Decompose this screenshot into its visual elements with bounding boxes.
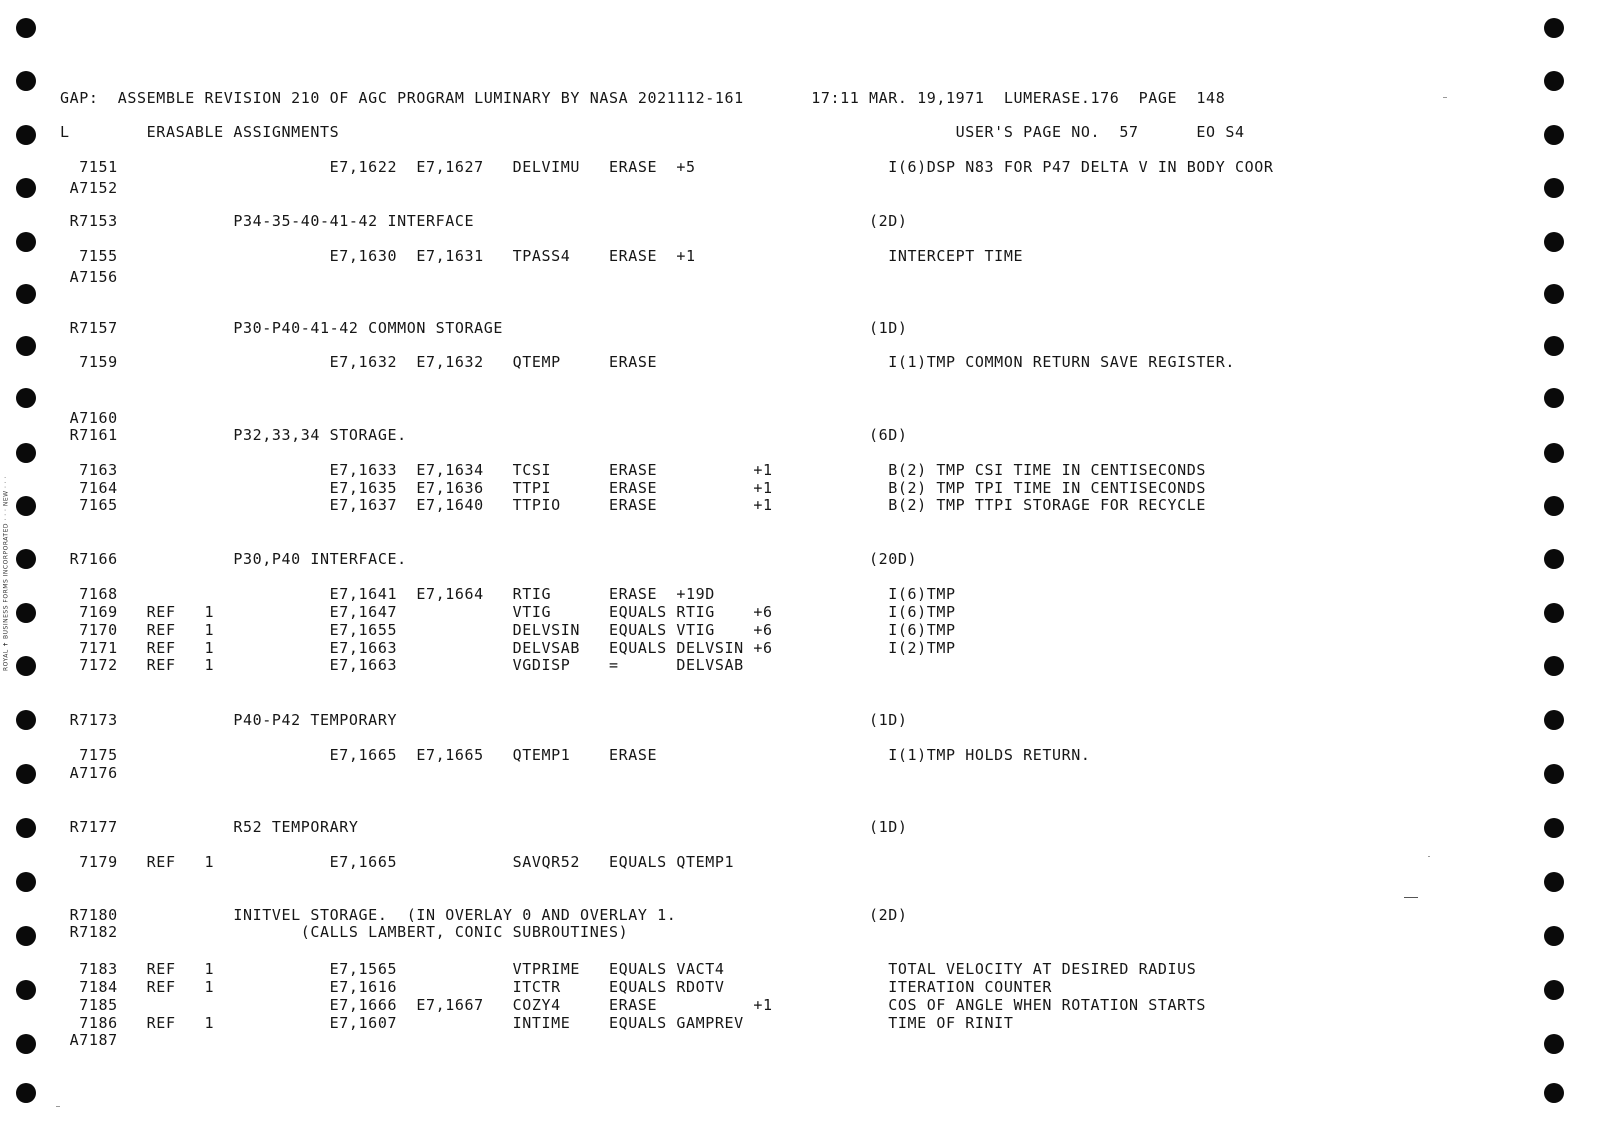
feed-hole [16,980,36,1000]
listing-line: R7166 P30,P40 INTERFACE. (20D) [60,550,918,568]
feed-hole [16,178,36,198]
header-line-1: GAP: ASSEMBLE REVISION 210 OF AGC PROGRAM LUMINARY BY NASA 2021112-161 17:11 MAR. 19,1971 LUMERASE.176 PAGE 148 [60,89,1226,107]
feed-hole [1544,926,1564,946]
paper-speck [1428,856,1430,857]
listing-line: A7152 [60,179,118,197]
feed-hole [1544,232,1564,252]
feed-hole [1544,284,1564,304]
listing-line: A7176 [60,764,118,782]
feed-hole [16,549,36,569]
feed-hole [1544,603,1564,623]
listing-line: R7161 P32,33,34 STORAGE. (6D) [60,426,908,444]
margin-imprint-text: ROYAL ✝ BUSINESS FORMS INCORPORATED · · · NEW · · · [2,476,10,672]
listing-line: 7165 E7,1637 E7,1640 TTPIO ERASE +1 B(2) TMP TTPI STORAGE FOR RECYCLE [60,496,1207,514]
listing-line: 7184 REF 1 E7,1616 ITCTR EQUALS RDOTV ITERATION COUNTER [60,978,1052,996]
feed-hole [1544,443,1564,463]
feed-hole [16,872,36,892]
feed-hole [16,656,36,676]
listing-line: R7180 INITVEL STORAGE. (IN OVERLAY 0 AND OVERLAY 1. (2D) [60,906,908,924]
listing-line: 7169 REF 1 E7,1647 VTIG EQUALS RTIG +6 I(6)TMP [60,603,956,621]
listing-line: 7186 REF 1 E7,1607 INTIME EQUALS GAMPREV TIME OF RINIT [60,1014,1014,1032]
listing-line: 7155 E7,1630 E7,1631 TPASS4 ERASE +1 INTERCEPT TIME [60,247,1024,265]
paper-speck [56,1106,60,1107]
listing-line: 7151 E7,1622 E7,1627 DELVIMU ERASE +5 I(6)DSP N83 FOR P47 DELTA V IN BODY COOR [60,158,1274,176]
feed-hole [16,71,36,91]
listing-line: 7159 E7,1632 E7,1632 QTEMP ERASE I(1)TMP COMMON RETURN SAVE REGISTER. [60,353,1235,371]
listing-line: 7163 E7,1633 E7,1634 TCSI ERASE +1 B(2) TMP CSI TIME IN CENTISECONDS [60,461,1207,479]
feed-hole [16,232,36,252]
listing-line: R7177 R52 TEMPORARY (1D) [60,818,908,836]
feed-hole [1544,549,1564,569]
feed-hole [16,443,36,463]
listing-line: 7170 REF 1 E7,1655 DELVSIN EQUALS VTIG +6 I(6)TMP [60,621,956,639]
feed-hole [1544,496,1564,516]
listing-line: A7160 [60,409,118,427]
feed-hole [1544,872,1564,892]
feed-hole [1544,388,1564,408]
feed-hole [1544,18,1564,38]
listing-line: 7175 E7,1665 E7,1665 QTEMP1 ERASE I(1)TMP HOLDS RETURN. [60,746,1091,764]
feed-hole [16,764,36,784]
feed-hole [1544,1034,1564,1054]
feed-hole [1544,818,1564,838]
feed-hole [1544,980,1564,1000]
feed-hole [16,284,36,304]
listing-line: 7171 REF 1 E7,1663 DELVSAB EQUALS DELVSIN +6 I(2)TMP [60,639,956,657]
feed-hole [1544,656,1564,676]
feed-hole [16,1083,36,1103]
feed-hole [16,1034,36,1054]
listing-line: R7173 P40-P42 TEMPORARY (1D) [60,711,908,729]
margin-imprint [0,420,12,740]
listing-line: R7182 (CALLS LAMBERT, CONIC SUBROUTINES) [60,923,629,941]
feed-hole [1544,1083,1564,1103]
feed-hole [16,926,36,946]
feed-hole [16,125,36,145]
listing-line: 7179 REF 1 E7,1665 SAVQR52 EQUALS QTEMP1 [60,853,735,871]
paper-speck [1404,897,1418,898]
listing-line: R7153 P34-35-40-41-42 INTERFACE (2D) [60,212,908,230]
feed-hole [16,496,36,516]
feed-hole [16,603,36,623]
feed-hole [16,336,36,356]
listing-line: 7168 E7,1641 E7,1664 RTIG ERASE +19D I(6)TMP [60,585,956,603]
feed-hole [1544,125,1564,145]
feed-hole [1544,71,1564,91]
listing-line: A7156 [60,268,118,286]
feed-hole [16,818,36,838]
listing-line: 7185 E7,1666 E7,1667 COZY4 ERASE +1 COS OF ANGLE WHEN ROTATION STARTS [60,996,1207,1014]
listing-line: 7172 REF 1 E7,1663 VGDISP = DELVSAB [60,656,744,674]
listing-line: 7164 E7,1635 E7,1636 TTPI ERASE +1 B(2) TMP TPI TIME IN CENTISECONDS [60,479,1207,497]
feed-hole [16,18,36,38]
feed-hole [1544,764,1564,784]
feed-hole [16,388,36,408]
paper-speck [1443,97,1447,98]
feed-hole [16,710,36,730]
feed-hole [1544,178,1564,198]
feed-hole [1544,710,1564,730]
listing-line: R7157 P30-P40-41-42 COMMON STORAGE (1D) [60,319,908,337]
listing-line: A7187 [60,1031,118,1049]
feed-hole [1544,336,1564,356]
listing-line: 7183 REF 1 E7,1565 VTPRIME EQUALS VACT4 TOTAL VELOCITY AT DESIRED RADIUS [60,960,1197,978]
header-line-2: L ERASABLE ASSIGNMENTS USER'S PAGE NO. 57 EO S4 [60,123,1245,141]
